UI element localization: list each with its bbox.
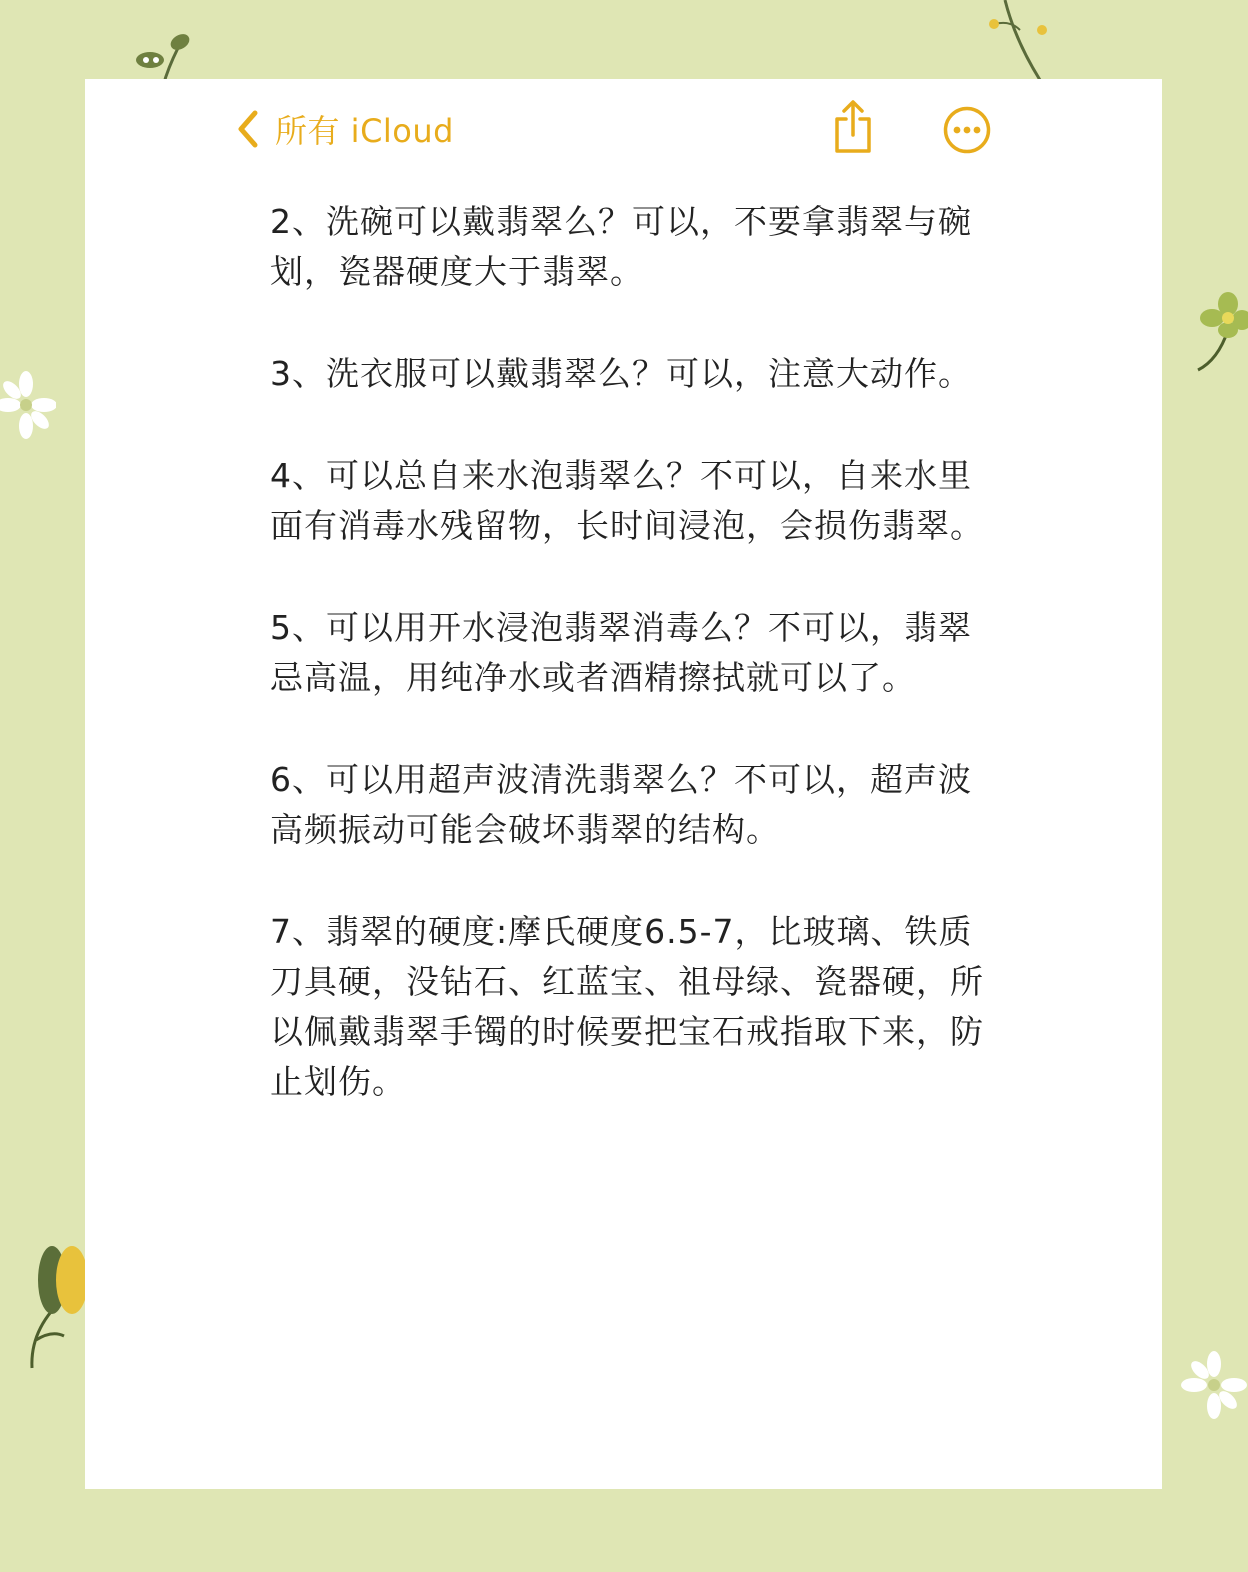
note-paragraph: 2、洗碗可以戴翡翠么？可以，不要拿翡翠与碗划，瓷器硬度大于翡翠。 (270, 202, 972, 291)
note-paragraph: 4、可以总自来水泡翡翠么？不可以，自来水里面有消毒水残留物，长时间浸泡，会损伤翡翠。 (270, 456, 984, 545)
note-paragraph: 5、可以用开水浸泡翡翠消毒么？不可以，翡翠忌高温，用纯净水或者酒精擦拭就可以了。 (270, 608, 972, 697)
note-body[interactable] (270, 197, 990, 1159)
white-flower-bottom-right-decoration (1180, 1350, 1248, 1420)
back-button-label: 所有 iCloud (275, 112, 454, 150)
note-paragraph: 6、可以用超声波清洗翡翠么？不可以，超声波高频振动可能会破坏翡翠的结构。 (270, 760, 972, 849)
white-flower-left-decoration (0, 370, 56, 440)
note-card (85, 79, 1162, 1489)
navigation-bar (85, 79, 1162, 179)
back-button[interactable] (233, 103, 454, 155)
more-ellipsis-icon[interactable] (942, 105, 992, 155)
branch-top-right-decoration (980, 0, 1060, 80)
yellow-flower-bud-left-decoration (22, 1240, 86, 1370)
green-flower-right-decoration (1188, 290, 1248, 380)
share-icon[interactable] (829, 99, 877, 155)
note-paragraph: 7、翡翠的硬度:摩氏硬度6.5-7，比玻璃、铁质刀具硬，没钻石、红蓝宝、祖母绿、瓷器硬，所以佩戴翡翠手镯的时候要把宝石戒指取下来，防止划伤。 (270, 912, 984, 1101)
note-paragraph: 3、洗衣服可以戴翡翠么？可以，注意大动作。 (270, 354, 972, 393)
chevron-left-icon (233, 107, 263, 151)
